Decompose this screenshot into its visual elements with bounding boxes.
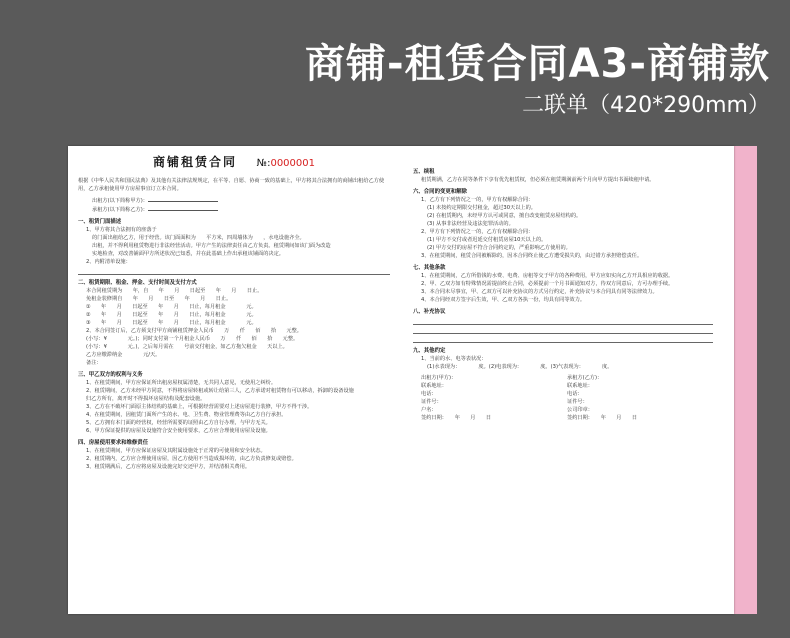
section-3-item: 5、乙方拥有本门面的经营权，经营所需要的证照由乙方自行办理，与甲方无关。: [86, 420, 271, 426]
section-1-line: 的门面出租给乙方，用于经营。该门面面积为 平方米，四周墙体为 ，水电设施齐全。: [92, 235, 305, 241]
section-2-line: 免租金装修期自 年 月 日至 年 月 日止。: [86, 296, 232, 302]
left-page: [78, 146, 390, 614]
section-3-title: 三、甲乙双方的权利与义务: [78, 372, 143, 378]
section-4-item: 1、在租赁期间，甲方应保证房屋及其附属设施处于正常的可使用和安全状态。: [86, 448, 266, 454]
document-number-label: №:: [256, 158, 271, 169]
section-6-item: (1) 甲方不交付或者迟延交付租赁房屋10天以上的。: [427, 237, 547, 243]
section-7-title: 七、其他条款: [413, 265, 446, 271]
section-2-line: ③ 年 月 日起至 年 月 日止，每月租金 元。: [86, 320, 257, 326]
party-a-line: 出租方(以下简称甲方)：: [78, 196, 390, 205]
section-9-line: (1)水表现为： 度。(2)电表现为： 度。(3)气表现为： 度。: [427, 364, 613, 370]
carbon-copy-sheet: [733, 146, 757, 614]
section-3-item: 1、在租赁期间，甲方应保证所出租房屋权属清楚，无共同人意见，无使用之纠纷。: [86, 380, 277, 386]
section-1-line: 实地检查，对改善铺面甲方所述状况已知悉，并在此基础上作出承租该铺面的决定。: [92, 251, 284, 257]
section-4-title: 四、房屋使用要求和维修责任: [78, 440, 149, 446]
section-5-title: 五、续租: [413, 169, 435, 175]
section-4-item: 3、租赁期满后，乙方应将房屋及设施完好交还甲方，并结清相关费用。: [86, 464, 251, 470]
contract-sheet: [68, 146, 734, 614]
page-title: 商铺-租赁合同A3-商铺款: [305, 41, 770, 87]
section-3-item: 3、乙方在不破坏门面原主体结构的基础上，可根据经营需要对上述房屋进行装修，甲方不得干涉。: [86, 404, 313, 410]
section-7-item: 2、甲、乙双方如有特殊情况需提前终止合同，必须提前一个月书面通知对方，待双方同意后，方可办理手续。: [421, 281, 674, 287]
section-7-item: 4、本合同经双方签字后生效，甲、乙双方各执一份，均具有同等效力。: [421, 297, 586, 303]
party-b-line: 承租方(以下简称乙方)：: [78, 205, 390, 214]
section-1-line: 出租，并不得利用租赁物进行非法经营活动。甲方产生的法律责任由乙方负责。租赁期间如该门面为改造: [92, 243, 331, 249]
section-6-item: 2、甲方有下列情况之一的，乙方有权解除合同：: [421, 229, 534, 235]
section-2-line: 乙方应缴滞纳金 元/天。: [86, 352, 161, 358]
blank-fill-line: [413, 325, 713, 334]
section-6-item: (2) 在租赁期内，未经甲方认可或同意，擅自改变租赁房屋结构的。: [427, 213, 582, 219]
section-7-item: 3、本合同未尽事宜，甲、乙双方可以补充协议的方式另行约定，补充协议与本合同具有同等法律效力。: [421, 289, 658, 295]
section-9-line: 1、当前的水、电等表状况：: [421, 356, 487, 362]
section-2-title: 二、租赁期限、租金、押金、支付时间及支付方式: [78, 280, 197, 286]
right-page: [413, 146, 713, 614]
blank-fill-line: [413, 334, 713, 343]
section-3-item: 4、在租赁期间，因租赁门面所产生的水、电、卫生费、物业管理费等由乙方自行承担。: [86, 412, 287, 418]
section-6-item: 3、在租赁期间，租赁合同被解除的，因本合同终止使乙方遭受损失的，由过错方承担赔偿责任。: [421, 253, 643, 259]
section-2-line: 2、本合同签订后，乙方须支付甲方商铺租赁押金人民币 万 仟 佰 拾 元整。: [86, 328, 302, 334]
section-6-item: 1、乙方有下列情况之一的，甲方有权解除合同：: [421, 197, 534, 203]
document-number: 0000001: [270, 158, 315, 169]
section-6-item: (3) 从事非法经营及违法犯罪活动的。: [427, 221, 514, 227]
signature-row: 签约日期： 年 月 日 签约日期： 年 月 日: [421, 415, 638, 421]
blank-fill-line: [78, 266, 390, 275]
signature-row: 联系地址： 联系地址：: [421, 383, 593, 389]
blank-fill-line: [413, 316, 713, 325]
section-6-title: 六、合同的变更和解除: [413, 189, 467, 195]
section-4-item: 2、租赁期内，乙方应合理使用房屋，因乙方使用不当造成损坏的，由乙方负责修复或赔偿。: [86, 456, 297, 462]
section-7-item: 1、在租赁期间，乙方所借钱的水费、电费、房租等交于甲方的各种费用，甲方应如实向乙方开具相应的收据。: [421, 273, 674, 279]
signature-row: 证件号： 证件号：: [421, 399, 588, 405]
intro-paragraph: 根据《中华人民共和国民法典》及其他有关法律法规规定，在平等、自愿、协商一致的基础上，甲方将其合法拥有的商铺出租给乙方使用，乙方承租使用甲方房屋事宜订立本合同。: [78, 178, 385, 192]
section-8-title: 八、补充协议: [413, 309, 446, 315]
section-2-line: ① 年 月 日起至 年 月 日止，每月租金 元。: [86, 304, 257, 310]
signature-row: 户名： 公司印章：: [421, 407, 593, 413]
section-6-item: (2) 甲方交付的房屋不符合合同约定的，严重影响乙方使用的。: [427, 245, 571, 251]
section-6-item: (1) 未按约定期限交付租金，超过30天以上的。: [427, 205, 536, 211]
section-2-line: 备注：: [86, 360, 102, 366]
section-1-line: 2、内附清单设施：: [86, 259, 131, 265]
section-2-line: (小写：¥ 元。)，之后每月需在 号前交付租金，如乙方拖欠租金 天以上。: [86, 344, 288, 350]
section-5-line: 租赁期满，乙方在同等条件下享有优先租赁权，但必须在租赁期满前两个月向甲方提出书面续租申请。: [421, 177, 655, 183]
section-2-line: ② 年 月 日起至 年 月 日止，每月租金 元。: [86, 312, 257, 318]
section-1-line: 1、甲方将其合法拥有的座落于: [86, 227, 157, 233]
document-header: [78, 155, 390, 174]
section-9-title: 九、其他约定: [413, 348, 446, 354]
section-3-item: 6、甲方保证提供的房屋及设施符合安全使用要求，乙方应合理使用房屋及设施。: [86, 428, 271, 434]
section-3-item: 归乙方所有，离开时不得损坏房屋结构及配套设施。: [86, 396, 206, 402]
signature-row: 出租方(甲方)： 承租方(乙方)：: [421, 375, 603, 381]
section-3-item: 2、租赁期间，乙方未经甲方同意，不得将房屋转租或转让给第三人，乙方承诺对租赁物有可以移动，拆卸的设备设施: [86, 388, 354, 394]
document-title: 商铺租赁合同: [153, 155, 238, 169]
section-1-title: 一、租赁门面描述: [78, 219, 122, 225]
signature-row: 电话： 电话：: [421, 391, 583, 397]
page-subtitle: 二联单（420*290mm）: [522, 93, 770, 118]
section-2-line: 本合同租赁期为 年，自 年 月 日起至 年 月 日止。: [86, 288, 263, 294]
section-2-line: (小写：¥ 元。)；同时支付第一个月租金人民币 万 仟 佰 拾 元整。: [86, 336, 299, 342]
